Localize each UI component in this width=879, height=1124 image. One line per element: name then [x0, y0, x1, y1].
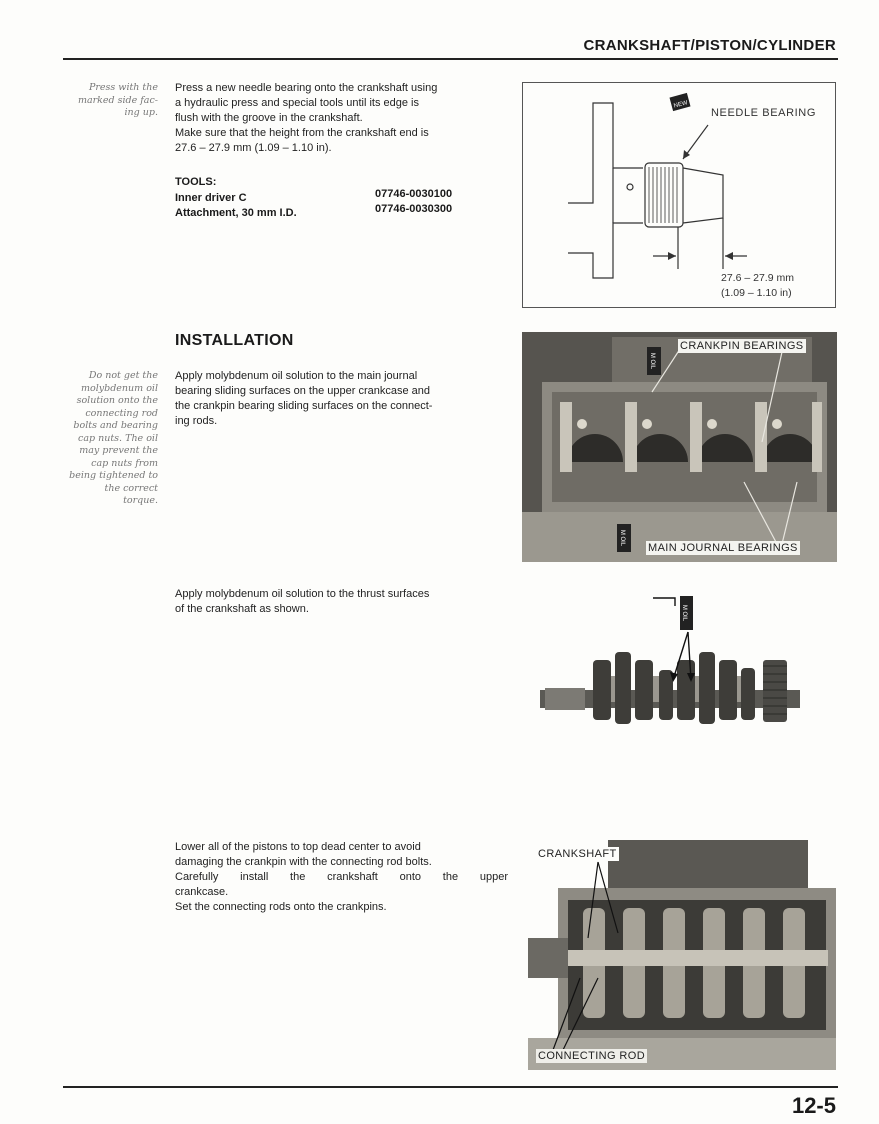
dimension-mm-label: 27.6 – 27.9 mm — [721, 272, 794, 284]
needle-bearing-instructions — [175, 81, 508, 156]
tool-row — [175, 188, 505, 203]
crankshaft-installed-photo — [528, 838, 836, 1070]
side-note-line: cap nuts. The oil — [78, 432, 158, 444]
oil-tag — [647, 347, 661, 375]
oil-tag — [617, 524, 631, 552]
crankshaft-illustration — [535, 590, 805, 750]
side-note-line: torque. — [123, 495, 158, 506]
instruction-line: damaging the crankpin with the connecting rod bolts. — [175, 856, 432, 868]
oil-tag-text: M OIL — [681, 604, 687, 622]
side-note-line: marked side fac- — [77, 94, 158, 106]
tools-block — [175, 176, 505, 218]
instruction-line: the crankpin bearing sliding surfaces on the connect- — [175, 400, 433, 412]
header-rule — [63, 58, 838, 60]
instruction-line: ing rods. — [175, 415, 218, 427]
needle-bearing-figure — [522, 82, 836, 308]
instruction-line: a hydraulic press and special tools until its edge is — [175, 97, 419, 109]
needle-bearing-label: NEEDLE BEARING — [711, 107, 816, 119]
instruction-line: Carefully install the crankshaft onto the upper — [175, 871, 508, 883]
side-note-line: cap nuts from — [91, 457, 158, 469]
side-note-line: Do not get the — [88, 370, 158, 381]
side-note-line: molybdenum oil — [81, 382, 158, 394]
installation-heading: INSTALLATION — [175, 332, 294, 349]
new-part-icon — [669, 93, 690, 111]
instruction-line: 27.6 – 27.9 mm (1.09 – 1.10 in). — [175, 142, 332, 154]
molybdenum-side-note — [62, 370, 158, 508]
crankshaft-thrust-photo — [535, 590, 805, 750]
tool-row — [175, 203, 505, 218]
page-header-title: CRANKSHAFT/PISTON/CYLINDER — [583, 37, 836, 54]
side-note-line: solution onto the — [76, 395, 158, 406]
instruction-line: Press a new needle bearing onto the crankshaft using — [175, 82, 438, 94]
press-side-note — [62, 82, 158, 120]
side-note-line: connecting rod — [85, 407, 158, 419]
crankcase-illustration — [522, 332, 837, 562]
instruction-line: of the crankshaft as shown. — [175, 603, 309, 615]
instruction-line: Set the connecting rods onto the crankpins. — [175, 901, 387, 913]
side-note-line: bolts and bearing — [73, 420, 158, 431]
tool-name: Attachment, 30 mm I.D. — [175, 207, 297, 219]
lower-pistons-instructions — [175, 840, 508, 915]
page-number: 12-5 — [791, 1093, 836, 1118]
side-note-line: may prevent the — [79, 445, 158, 456]
connecting-rod-label: CONNECTING ROD — [538, 1050, 646, 1062]
instruction-line: Make sure that the height from the crankshaft end is — [175, 127, 429, 139]
crankshaft-line-drawing — [523, 83, 835, 307]
instruction-line: Apply molybdenum oil solution to the main journal — [175, 370, 418, 382]
new-badge-text: NEW — [673, 100, 689, 110]
oil-tag-text: M OIL — [649, 352, 655, 370]
side-note-line: being tightened to — [69, 470, 158, 481]
dimension-in-label: (1.09 – 1.10 in) — [721, 287, 792, 299]
installation-instructions — [175, 369, 508, 429]
side-note-line: the correct — [104, 482, 158, 494]
oil-tag — [680, 596, 693, 630]
tool-part-number: 07746-0030100 — [375, 188, 453, 200]
main-journal-bearings-label: MAIN JOURNAL BEARINGS — [648, 542, 798, 554]
instruction-line: bearing sliding surfaces on the upper crankcase and — [175, 385, 430, 397]
crankpin-bearings-label: CRANKPIN BEARINGS — [680, 340, 804, 352]
side-note-line: ing up. — [124, 107, 158, 118]
instruction-line: crankcase. — [175, 886, 229, 898]
side-note-line: Press with the — [88, 82, 158, 93]
tools-label: TOOLS: — [175, 176, 217, 188]
oil-tag-text: M OIL — [619, 529, 625, 547]
tool-name: Inner driver C — [175, 192, 247, 204]
thrust-instructions — [175, 587, 508, 617]
instruction-line: Lower all of the pistons to top dead center to avoid — [175, 841, 421, 853]
crankshaft-label: CRANKSHAFT — [538, 848, 617, 860]
tool-part-number: 07746-0030300 — [375, 203, 453, 215]
upper-crankcase-photo — [522, 332, 837, 562]
installed-crankshaft-illustration — [528, 838, 836, 1070]
instruction-line: flush with the groove in the crankshaft. — [175, 112, 363, 124]
footer-rule — [63, 1086, 838, 1088]
instruction-line: Apply molybdenum oil solution to the thrust surfaces — [175, 588, 430, 600]
